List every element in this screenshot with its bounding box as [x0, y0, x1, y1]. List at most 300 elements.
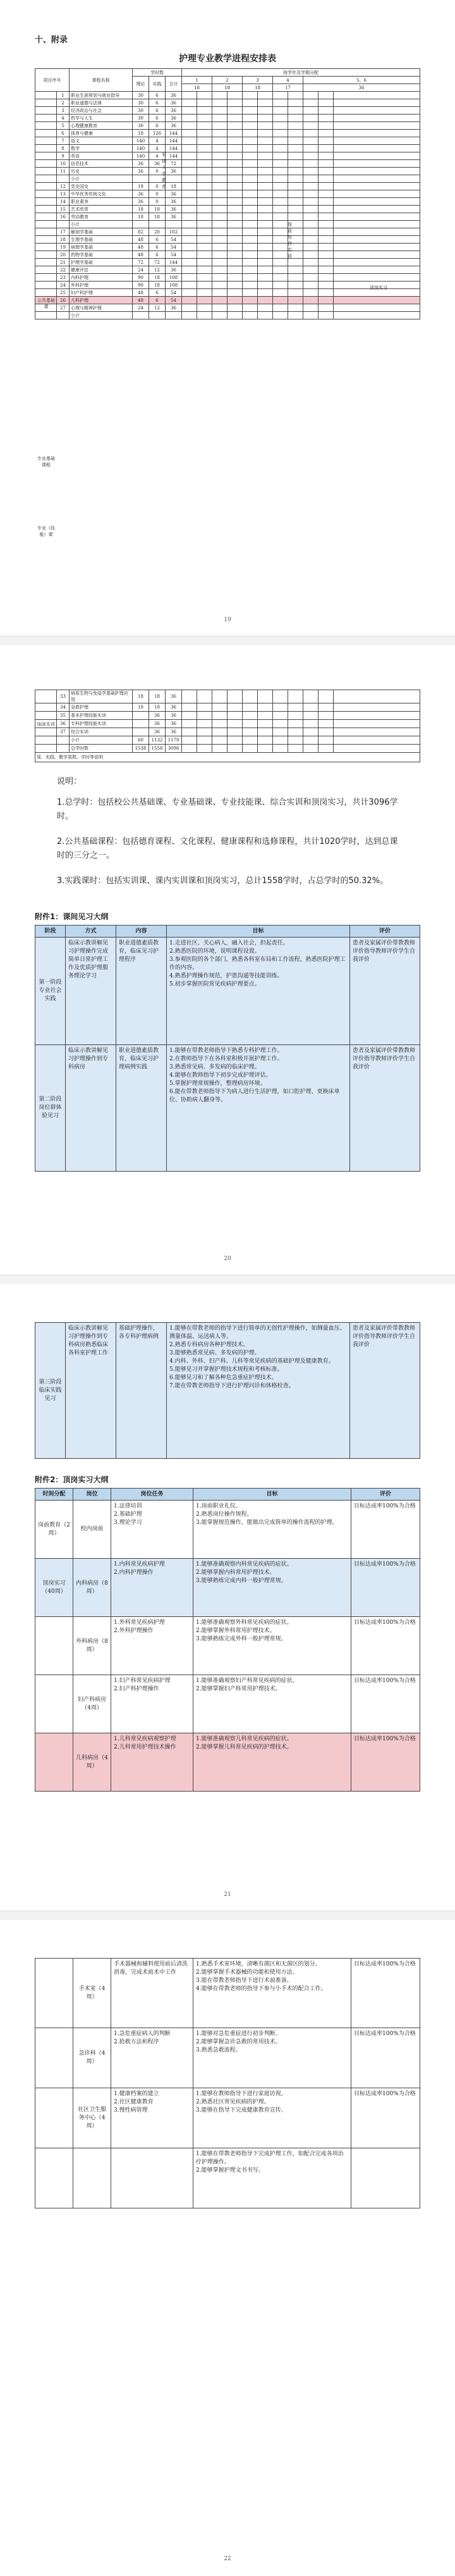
theory-hours: 30 — [133, 122, 149, 130]
semester-cell — [228, 274, 243, 282]
semester-cell — [212, 175, 228, 183]
post-post: 妇产科病房（4周） — [73, 1675, 111, 1733]
schedule-footer-row: 周、实践、教学周数、学时等说明 — [35, 753, 420, 762]
semester-cell — [182, 190, 197, 198]
course-name: 小计 — [70, 312, 133, 319]
semester-cell — [318, 213, 334, 221]
semester-cell — [273, 99, 288, 107]
semester-cell — [197, 728, 212, 736]
semester-cell — [228, 312, 243, 319]
total-hours: 36 — [166, 168, 182, 175]
semester-cell — [258, 183, 273, 190]
semester-cell — [258, 115, 273, 122]
post-task: 1.儿科常见疾病观察护理 2.儿科常用护理技术操作 — [111, 1733, 193, 1792]
course-name: 妇产科护理 — [70, 289, 133, 297]
practice-hours: 0 — [149, 190, 166, 198]
semester-cell — [243, 289, 258, 297]
semester-cell — [288, 720, 303, 728]
course-name: 急救护理 — [70, 703, 133, 712]
semester-cell — [243, 251, 258, 259]
semester-cell — [228, 107, 243, 115]
semester-cell — [303, 304, 318, 312]
semester-cell — [212, 728, 228, 736]
semester-cell — [288, 183, 303, 190]
semester-cell — [182, 107, 197, 115]
table-row — [35, 1733, 420, 1792]
course-name: 基本护理技能实训 — [70, 712, 133, 720]
semester-cell — [303, 297, 318, 304]
header-theory: 理论 — [133, 77, 149, 92]
total-hours: 36 — [166, 206, 182, 213]
table-row — [35, 728, 420, 736]
total-hours: 54 — [166, 244, 182, 251]
semester-cell — [197, 168, 212, 175]
semester-cell — [243, 160, 258, 168]
post-eval — [351, 2148, 420, 2208]
table-row — [35, 236, 420, 244]
course-name: 小计 — [70, 736, 133, 745]
semester-cell — [288, 152, 303, 160]
semester-cell — [182, 213, 197, 221]
document-page-3 — [0, 1284, 455, 1910]
row-number: 27 — [57, 304, 70, 312]
total-hours: 36 — [166, 122, 182, 130]
semester-cell — [334, 259, 420, 266]
semester-cell — [288, 107, 303, 115]
time-cell — [35, 2148, 73, 2208]
semester-cell — [197, 175, 212, 183]
semester-cell — [212, 282, 228, 289]
row-number: 25 — [57, 289, 70, 297]
post-goals: 1.能够在教师指导下进行家庭访视。 2.熟悉社区常见疾病的护理。 3.能够在指导下完成健康教育宣传。 — [193, 2088, 351, 2148]
semester-cell — [318, 289, 334, 297]
page-number: 21 — [224, 1892, 231, 1898]
semester-cell — [197, 266, 212, 274]
semester-cell — [182, 152, 197, 160]
semester-cell — [243, 92, 258, 99]
semester-cell — [303, 137, 318, 145]
theory-hours: 36 — [133, 160, 149, 168]
total-hours — [166, 221, 182, 228]
page-number: 22 — [224, 2556, 231, 2562]
row-number: 12 — [57, 183, 70, 190]
category-cell — [35, 145, 57, 152]
practice-hours: 0 — [149, 168, 166, 175]
semester-2: 2 — [212, 77, 243, 84]
semester-cell — [258, 266, 273, 274]
row-number: 21 — [57, 259, 70, 266]
total-hours: 144 — [166, 145, 182, 152]
theory-hours: 140 — [133, 152, 149, 160]
category-cell — [35, 160, 57, 168]
semester-cell — [258, 720, 273, 728]
post-time: 顶岗实习（40周） — [35, 1559, 73, 1617]
stage1-method: 临床示教讲解见习护理操作完成简单日常护理工作及优质护理服务理论学习 — [66, 938, 116, 1045]
total-hours: 36 — [166, 304, 182, 312]
table-row — [35, 198, 420, 206]
post-post: 急诊科（4周） — [73, 2028, 111, 2088]
semester-cell — [258, 145, 273, 152]
table-row — [35, 304, 420, 312]
semester-cell — [243, 259, 258, 266]
total-hours: 36 — [166, 720, 182, 728]
semester-cell — [258, 251, 273, 259]
semester-cell — [273, 137, 288, 145]
semester-cell — [273, 244, 288, 251]
post-eval: 目标达成率100%为合格 — [351, 1959, 420, 2028]
course-name: 小计 — [70, 221, 133, 228]
post-goals: 1.能够对急危重症进行初步判断。 2.能够掌握急诊急救的常用技术。 3.熟悉急救流程。 — [193, 2028, 351, 2088]
semester-cell — [318, 274, 334, 282]
post-post: 手术室（4周） — [73, 1959, 111, 2028]
semester-cell — [243, 703, 258, 712]
time-cell — [35, 2028, 73, 2088]
theory-hours: 18 — [133, 690, 149, 703]
semester-cell — [197, 160, 212, 168]
semester-cell — [212, 92, 228, 99]
semester-cell — [318, 690, 334, 703]
course-name: 体育与健康 — [70, 130, 133, 137]
semester-cell — [288, 712, 303, 720]
post-goals: 1.能够准确观察妇产科常见疾病的症状。 2.能够掌握妇产科常用护理技术。 — [193, 1675, 351, 1733]
semester-cell — [318, 137, 334, 145]
row-number: 33 — [57, 690, 70, 703]
semester-cell — [258, 190, 273, 198]
semester-cell — [273, 183, 288, 190]
course-name: 心理健康教育 — [70, 122, 133, 130]
theory-hours: 140 — [133, 137, 149, 145]
practice-hours: 0 — [149, 198, 166, 206]
semester-cell — [273, 728, 288, 736]
semester-cell — [318, 712, 334, 720]
post-time — [35, 1617, 73, 1675]
semester-cell — [334, 190, 420, 198]
post-eval: 目标达成率100%为合格 — [351, 2028, 420, 2088]
semester-cell — [228, 213, 243, 221]
note-2: 2.公共基础课程：包括德育课程、文化课程、健康课程和选修课程，共计1020学时，达到总课时的三分之一。 — [57, 837, 398, 860]
semester-cell — [334, 236, 420, 244]
table-row — [35, 2028, 420, 2088]
semester-cell — [288, 206, 303, 213]
semester-cell — [334, 712, 420, 720]
semester-cell — [228, 745, 243, 753]
semester-cell — [288, 703, 303, 712]
table-row — [35, 1959, 420, 2028]
semester-cell — [182, 130, 197, 137]
semester-cell — [258, 312, 273, 319]
theory-hours: 48 — [133, 244, 149, 251]
practice-hours: 6 — [149, 251, 166, 259]
course-name: 综合实训 — [70, 728, 133, 736]
table-row — [35, 183, 420, 190]
course-name: 职业生涯规划与就业指导 — [70, 92, 133, 99]
semester-cell — [334, 304, 420, 312]
practice-hours: 72 — [149, 259, 166, 266]
post-task: 1.妇产科常见疾病护理 2.妇产科护理操作 — [111, 1675, 193, 1733]
t4-header-goals: 目标 — [193, 1489, 351, 1501]
semester-cell — [228, 190, 243, 198]
semester-cell — [212, 736, 228, 745]
semester-cell — [334, 251, 420, 259]
semester-cell — [273, 736, 288, 745]
semester-cell — [182, 122, 197, 130]
semester-cell — [182, 297, 197, 304]
practice-hours: 12 — [149, 266, 166, 274]
practice-hours: 6 — [149, 122, 166, 130]
semester-cell — [182, 115, 197, 122]
table-row — [35, 736, 420, 745]
theory-hours — [133, 312, 149, 319]
category-cell — [35, 183, 57, 190]
semester-cell — [243, 175, 258, 183]
total-hours: 144 — [166, 152, 182, 160]
semester-cell — [258, 130, 273, 137]
table-row — [35, 175, 420, 183]
semester-cell — [228, 183, 243, 190]
post-goals: 1.能够准确观察内科常见疾病的症状。 2.能够掌握内科常用护理技术。 3.能够熟练完成内科一般护理常规。 — [193, 1559, 351, 1617]
course-name: 职业道德与法律 — [70, 99, 133, 107]
course-name: 专科护理技能实训 — [70, 720, 133, 728]
table-row — [35, 99, 420, 107]
semester-cell — [303, 312, 318, 319]
theory-hours: 140 — [133, 145, 149, 152]
semester-cell — [182, 221, 197, 228]
semester-cell — [243, 720, 258, 728]
semester-cell — [273, 266, 288, 274]
category-cell — [35, 198, 57, 206]
category-cell — [35, 152, 57, 160]
semester-cell — [212, 259, 228, 266]
course-name: 经济政治与社会 — [70, 107, 133, 115]
practice-hours: 126 — [149, 130, 166, 137]
total-hours: 54 — [166, 251, 182, 259]
semester-cell — [197, 289, 212, 297]
practice-hours: 6 — [149, 115, 166, 122]
table-row — [35, 221, 420, 228]
theory-hours: 18 — [133, 183, 149, 190]
semester-cell — [273, 690, 288, 703]
semester-cell — [258, 745, 273, 753]
semester-cell — [334, 99, 420, 107]
semester-cell — [334, 297, 420, 304]
semester-cell — [303, 745, 318, 753]
semester-cell — [303, 720, 318, 728]
semester-5-6: 5、6 — [303, 77, 420, 84]
table-row — [35, 190, 420, 198]
semester-cell — [228, 115, 243, 122]
table-row — [35, 115, 420, 122]
semester-cell — [288, 312, 303, 319]
semester-cell — [182, 289, 197, 297]
theory-hours — [133, 712, 149, 720]
semester-cell — [243, 206, 258, 213]
semester-cell — [258, 107, 273, 115]
table-row — [35, 274, 420, 282]
row-number: 17 — [57, 228, 70, 236]
semester-cell — [303, 282, 318, 289]
category-cell — [35, 213, 57, 221]
semester-cell — [212, 130, 228, 137]
table-row — [35, 259, 420, 266]
semester-cell — [318, 736, 334, 745]
total-hours: 72 — [166, 160, 182, 168]
weeks-5-6: 36 — [303, 84, 420, 92]
semester-cell — [197, 130, 212, 137]
semester-cell — [273, 703, 288, 712]
total-hours: 36 — [166, 198, 182, 206]
semester-cell — [258, 304, 273, 312]
semester-cell — [212, 160, 228, 168]
semester-cell — [182, 198, 197, 206]
category-cell — [35, 206, 57, 213]
theory-hours: 82 — [133, 228, 149, 236]
category-cell — [35, 236, 57, 244]
semester-cell — [303, 198, 318, 206]
semester-cell — [273, 213, 288, 221]
post-eval: 目标达成率100%为合格 — [351, 1733, 420, 1792]
category-cell — [35, 289, 57, 297]
practice-hours: 4 — [149, 152, 166, 160]
stage3-content: 基础护理操作，各专科护理病例 — [116, 1323, 167, 1459]
semester-cell — [303, 228, 318, 236]
course-name: 药物学基础 — [70, 251, 133, 259]
semester-cell — [228, 690, 243, 703]
semester-cell — [318, 312, 334, 319]
semester-cell — [197, 122, 212, 130]
semester-cell — [273, 130, 288, 137]
semester-cell — [212, 213, 228, 221]
total-hours: 36 — [166, 99, 182, 107]
semester-cell — [182, 99, 197, 107]
semester-cell — [318, 99, 334, 107]
table-row — [35, 152, 420, 160]
semester-cell — [243, 274, 258, 282]
post-post — [73, 2148, 111, 2208]
semester-cell — [303, 244, 318, 251]
vertical-note-pre-job: 岗前综合实训 — [288, 222, 292, 259]
semester-3: 3 — [243, 77, 273, 84]
header-total: 合计 — [166, 77, 182, 92]
t3-header-goals: 目标 — [167, 926, 350, 938]
semester-cell — [212, 244, 228, 251]
semester-cell — [334, 690, 420, 703]
category-cell — [35, 251, 57, 259]
teaching-schedule-table — [35, 68, 420, 319]
semester-cell — [197, 145, 212, 152]
table-row — [35, 2088, 420, 2148]
table-row — [35, 1559, 420, 1617]
table-row — [35, 703, 420, 712]
semester-cell — [197, 206, 212, 213]
semester-cell — [318, 720, 334, 728]
semester-cell — [197, 152, 212, 160]
semester-cell — [273, 297, 288, 304]
semester-cell — [288, 168, 303, 175]
practice-hours: 18 — [149, 690, 166, 703]
semester-cell — [212, 206, 228, 213]
semester-cell — [197, 274, 212, 282]
semester-cell — [303, 289, 318, 297]
post-task: 1.健康档案的建立 2.社区健康教育 3.慢性病管理 — [111, 2088, 193, 2148]
theory-hours: 30 — [133, 115, 149, 122]
stage3-eval: 患者及家属评价带教教师评价指导教师评价学生自我评价 — [350, 1323, 420, 1459]
header-course: 课程名称 — [70, 69, 133, 92]
category-public-basic: 公共基础课 — [37, 298, 55, 309]
total-hours: 144 — [166, 259, 182, 266]
semester-cell — [212, 274, 228, 282]
semester-cell — [318, 145, 334, 152]
post-post: 内科病房（8周） — [73, 1559, 111, 1617]
semester-cell — [318, 251, 334, 259]
semester-cell — [228, 720, 243, 728]
semester-cell — [182, 736, 197, 745]
total-hours: 102 — [166, 228, 182, 236]
semester-cell — [197, 703, 212, 712]
semester-cell — [197, 190, 212, 198]
semester-cell — [334, 122, 420, 130]
theory-hours: 48 — [133, 289, 149, 297]
category-cell — [35, 130, 57, 137]
page-separator — [0, 1910, 455, 1921]
practice-hours: 6 — [149, 289, 166, 297]
semester-cell — [303, 183, 318, 190]
semester-cell — [182, 175, 197, 183]
theory-hours: 24 — [133, 266, 149, 274]
stage2-goals: 1.能够在带教老师指导下熟悉专科护理工作。 2.在教师指导下在各科室积极开展护理工作。 3.熟悉常见病、多发病的临床护理。 4.能够在教师指导下初步完成护理评估。 5.掌握护理常规操作，整理病房环境。 6.能在带教老师指导下为病人进行生活护理，如口腔护理、更换床单位、协助病人翻身等。 — [167, 1045, 350, 1172]
semester-cell — [243, 198, 258, 206]
course-name: 外科护理 — [70, 282, 133, 289]
row-number: 11 — [57, 168, 70, 175]
semester-cell — [303, 115, 318, 122]
semester-cell — [334, 274, 420, 282]
stage2-content: 职业道德素质教育，临床见习护理病例实践 — [116, 1045, 167, 1172]
semester-cell — [273, 720, 288, 728]
category-cell — [35, 92, 57, 99]
category-professional-skill: 专业（技能）课 — [37, 526, 55, 537]
course-name: 护理学基础 — [70, 259, 133, 266]
semester-cell — [334, 736, 420, 745]
table-row — [35, 297, 420, 304]
semester-cell — [228, 221, 243, 228]
table-row — [35, 130, 420, 137]
semester-cell — [303, 236, 318, 244]
t3-header-stage: 阶段 — [35, 926, 66, 938]
course-name: 职业素养 — [70, 198, 133, 206]
theory-hours: 48 — [133, 297, 149, 304]
category-cell — [35, 690, 57, 703]
semester-cell — [258, 236, 273, 244]
semester-cell — [212, 122, 228, 130]
table-row — [35, 2148, 420, 2208]
post-task: 手术器械和辅料使用前后清洗消毒，完成术前术中工作 — [111, 1959, 193, 2028]
total-hours: 36 — [166, 107, 182, 115]
post-internship-table — [35, 1488, 420, 1792]
semester-cell — [334, 107, 420, 115]
semester-cell — [318, 221, 334, 228]
row-number: 23 — [57, 274, 70, 282]
table-row — [35, 1501, 420, 1559]
semester-cell — [212, 289, 228, 297]
post-task: 1.外科常见疾病护理 2.外科护理操作 — [111, 1617, 193, 1675]
semester-cell — [182, 728, 197, 736]
semester-cell — [318, 259, 334, 266]
internship-outline-table — [35, 925, 420, 1172]
semester-cell — [243, 190, 258, 198]
practice-hours: 18 — [149, 213, 166, 221]
semester-cell — [258, 175, 273, 183]
semester-cell — [243, 728, 258, 736]
page-number: 20 — [224, 1256, 231, 1262]
